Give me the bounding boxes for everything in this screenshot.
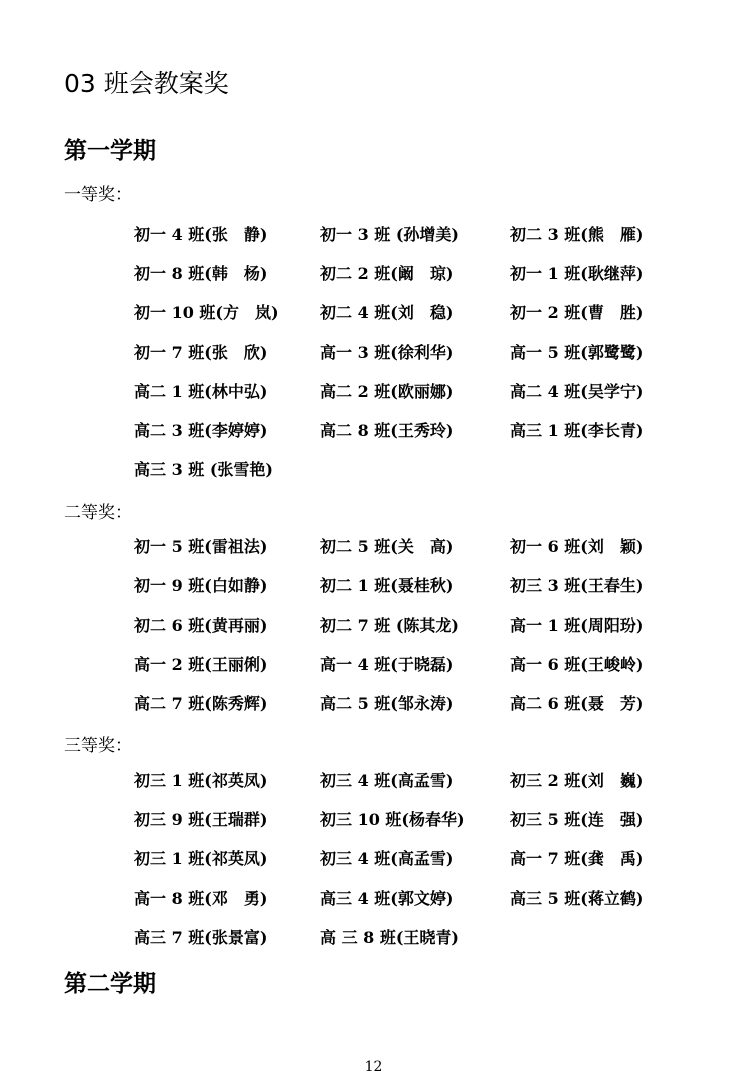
semester-1-title: 第一学期 <box>64 137 156 164</box>
award-entry: 高一 6 班(王峻岭) <box>510 655 644 674</box>
award-entry: 初一 10 班(方 岚) <box>134 303 279 322</box>
award-entry: 初三 9 班(王瑞群) <box>134 810 268 829</box>
award-entry: 高二 3 班(李婷婷) <box>134 421 268 440</box>
award-entry: 初二 7 班 (陈其龙) <box>320 616 459 635</box>
award-entry: 高一 1 班(周阳玢) <box>510 616 644 635</box>
award-entry: 初三 10 班(杨春华) <box>320 810 465 829</box>
award-entry: 初二 1 班(聂桂秋) <box>320 576 454 595</box>
award-entry: 高二 1 班(林中弘) <box>134 382 268 401</box>
award-entry: 初三 4 班(高孟雪) <box>320 771 454 790</box>
award-entry: 初一 8 班(韩 杨) <box>134 264 268 283</box>
award-entry: 高二 5 班(邹永涛) <box>320 694 454 713</box>
award-entry: 初三 3 班(王春生) <box>510 576 644 595</box>
prize-label-first: 一等奖： <box>64 185 132 205</box>
award-entry: 高二 6 班(聂 芳) <box>510 694 644 713</box>
award-entry: 初三 1 班(祁英凤) <box>134 771 268 790</box>
award-entry: 初三 4 班(高孟雪) <box>320 849 454 868</box>
award-entry: 高一 4 班(于晓磊) <box>320 655 454 674</box>
award-entry: 初一 2 班(曹 胜) <box>510 303 644 322</box>
award-entry: 初三 1 班(祁英凤) <box>134 849 268 868</box>
award-entry: 高二 7 班(陈秀辉) <box>134 694 268 713</box>
semester-2-title: 第二学期 <box>64 970 156 997</box>
page-number: 12 <box>364 1059 383 1075</box>
award-entry: 高一 7 班(龚 禹) <box>510 849 644 868</box>
award-entry: 初一 6 班(刘 颖) <box>510 537 644 556</box>
award-entry: 初二 4 班(刘 稳) <box>320 303 454 322</box>
award-entry: 高一 2 班(王丽俐) <box>134 655 268 674</box>
award-entry: 初一 4 班(张 静) <box>134 225 268 244</box>
award-entry: 高一 3 班(徐利华) <box>320 343 454 362</box>
award-entry: 高三 7 班(张景富) <box>134 928 268 947</box>
award-entry: 高 三 8 班(王晓青) <box>320 928 459 947</box>
prize-label-second: 二等奖： <box>64 503 132 523</box>
award-entry: 初二 2 班(阚 琼) <box>320 264 454 283</box>
award-entry: 初三 2 班(刘 巍) <box>510 771 644 790</box>
award-entry: 初一 9 班(白如静) <box>134 576 268 595</box>
award-entry: 高二 4 班(吴学宁) <box>510 382 644 401</box>
award-entry: 初一 7 班(张 欣) <box>134 343 268 362</box>
award-entry: 初一 5 班(雷祖法) <box>134 537 268 556</box>
award-entry: 高三 3 班 (张雪艳) <box>134 460 273 479</box>
award-entry: 高一 5 班(郭鹭鹭) <box>510 343 644 362</box>
award-entry: 高三 4 班(郭文婷) <box>320 889 454 908</box>
prize-label-third: 三等奖： <box>64 736 132 756</box>
award-entry: 初二 6 班(黄再丽) <box>134 616 268 635</box>
award-entry: 高三 1 班(李长青) <box>510 421 644 440</box>
award-entry: 高二 2 班(欧丽娜) <box>320 382 454 401</box>
award-entry: 高一 8 班(邓 勇) <box>134 889 268 908</box>
award-entry: 初一 3 班 (孙增美) <box>320 225 459 244</box>
award-entry: 初二 3 班(熊 雁) <box>510 225 644 244</box>
award-entry: 高三 5 班(蒋立鹤) <box>510 889 644 908</box>
award-entry: 初二 5 班(关 高) <box>320 537 454 556</box>
award-entry: 初一 1 班(耿继萍) <box>510 264 644 283</box>
award-entry: 高二 8 班(王秀玲) <box>320 421 454 440</box>
award-entry: 初三 5 班(连 强) <box>510 810 644 829</box>
document-title: 03 班会教案奖 <box>64 69 229 98</box>
